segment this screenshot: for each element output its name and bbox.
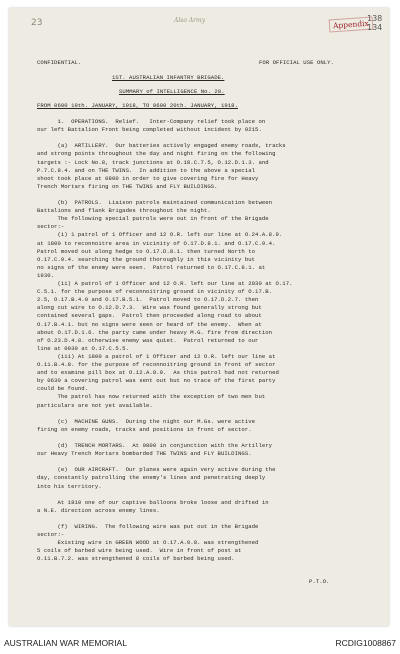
- unit-title: 1ST. AUSTRALIAN INFANTRY BRIGADE.: [112, 74, 225, 81]
- body-line: about O.17.D.1.6. the party came under heavy M.G. fire from direction: [37, 328, 273, 336]
- body-line: (a) ARTILLERY. Our batteries actively engaged enemy roads, tracks: [37, 142, 286, 150]
- body-line: a N.E. direction across enemy lines.: [37, 506, 160, 514]
- body-line: line at 0030 at O.17.C.5.5.: [37, 344, 129, 352]
- body-line: our Heavy Trench Mortars bombarded THE TWINS and FLY BUILDINGS.: [37, 450, 252, 458]
- body-line: (d) TRENCH MORTARS. At 0800 in conjunction with the Artillery: [37, 442, 273, 449]
- body-line: C.5.1. for the purpose of reconnoitring ground in vicinity of O.17.B.: [37, 288, 273, 296]
- appendix-stamp: Appendix: [329, 16, 374, 32]
- body-line: (ii) A patrol of 1 Officer and 12 O.R. left our line at 2030 at O.17.: [37, 280, 293, 287]
- body-line: contained several gaps. Patrol then proceeded along road to about: [37, 312, 262, 320]
- body-line: P.7.C.8.4. and on THE TWINS. In addition to the above a special: [37, 166, 256, 174]
- corner-numbers: [367, 14, 382, 32]
- body-line: (i) 1 patrol of 1 Officer and 12 O.R. left our line at O.24.A.8.9.: [37, 231, 283, 239]
- body-line: (b) PATROLS. Liaison patrols maintained communication between: [37, 199, 273, 206]
- body-line: O.17.B.4.1. but no signs were seen or heard of the enemy. When at: [37, 320, 262, 328]
- body-line: (iii) At 1800 a patrol of 1 Officer and 12 O.R. left our line at: [37, 352, 276, 360]
- archive-footer: [0, 633, 400, 654]
- body-line: 1. OPERATIONS. Relief. Inter-Company relief took place on: [37, 118, 266, 125]
- body-line: O.11.B.4.8. for the purpose of reconnoitring ground in front of sector: [37, 361, 276, 368]
- body-line: could be found.: [37, 385, 89, 393]
- body-line: At 1810 one of our captive balloons broke loose and drifted in: [37, 498, 269, 506]
- body-line: day, constantly patrolling the enemy's lines and penetrating deeply: [37, 474, 266, 482]
- summary-title: SUMMARY of INTELLIGENCE No. 20.: [119, 88, 225, 95]
- body-line: The patrol has now returned with the exception of two men but: [37, 393, 266, 401]
- body-line: The following special patrols were out in front of the Brigade: [37, 215, 269, 223]
- body-line: along cut wire to O.12.D.7.3. Wire was found generally strong but: [37, 304, 262, 312]
- body-line: of O.23.D.4.8. otherwise enemy was quiet. Patrol returned to our: [37, 336, 259, 344]
- body-line: (e) OUR AIRCRAFT. Our planes were again very active during the: [37, 466, 276, 474]
- classification-right: FOR OFFICIAL USE ONLY.: [259, 59, 334, 66]
- body-line: no signs of the enemy were seen. Patrol returned to O.17.C.8.1. at: [37, 263, 266, 271]
- body-line: O.11.B.7.2. was strengthened 8 coils of barbed being used.: [37, 555, 235, 563]
- body-line: O.17.C.9.4. searching the ground thoroughly in this vicinity but: [37, 255, 256, 263]
- body-line: 2.5, O.17.B.4.0 and O.17.B.5.1. Patrol moved to O.17.D.2.7. then: [37, 296, 259, 304]
- body-line: particulars are not yet available.: [37, 401, 153, 409]
- body-line: firing on enemy roads, tracks and positions in front of sector.: [37, 425, 252, 433]
- body-line: Existing wire in GREEN WOOD at O.17.A.9.8. was strengthened: [37, 539, 259, 547]
- body-line: Battalions and flank Brigades throughout the night.: [37, 207, 211, 215]
- classification-left: CONFIDENTIAL.: [37, 59, 82, 66]
- pencil-note: Also Army: [174, 17, 206, 24]
- pto: P.T.O.: [309, 578, 330, 585]
- body-line: and to examine pill box at O.12.A.8.9. As this patrol had not returned: [37, 369, 279, 377]
- body-line: shoot took place at 0800 in order to give covering fire for Heavy: [37, 174, 259, 182]
- body-line: sector:-: [37, 531, 65, 539]
- body-line: (c) MACHINE GUNS. During the night our M.Gs. were active: [37, 417, 256, 425]
- report-period: FROM 0600 19th. JANUARY, 1918, TO 0600 20th. JANUARY, 1918.: [37, 102, 239, 109]
- body-line: by 0630 a covering patrol was sent out but no trace of the first party: [37, 377, 276, 385]
- corner-number-top: 138: [367, 14, 383, 23]
- body-line: Patrol moved out along hedge to O.17.D.8.1. then turned North to: [37, 247, 256, 255]
- document-page: [9, 8, 389, 626]
- body-line: into his territory.: [37, 482, 102, 490]
- body-line: 1930.: [37, 271, 55, 279]
- body-line: our left Battalion Front being completed without incident by 0215.: [37, 126, 262, 134]
- body-line: at 1800 to reconnoitre area in vicinity of O.17.D.8.1. and O.17.C.9.4.: [37, 239, 276, 247]
- body-line: 5 coils of barbed wire being used. Wire in front of post at: [37, 547, 242, 555]
- corner-number-bottom: 134: [367, 23, 383, 32]
- body-line: targets :- Lock No.8, track junctions at O.18.C.7.5, O.12.D.1.3. and: [37, 158, 269, 166]
- body-line: sector:-: [37, 223, 65, 231]
- body-line: (f) WIRING. The following wire was put out in the Brigade: [37, 523, 259, 530]
- page-number: 23: [31, 18, 43, 28]
- body-line: and strong points throughout the day and night firing on the following: [37, 150, 276, 158]
- body-line: Trench Mortars firing on THE TWINS and FLY BUILDINGS.: [37, 182, 218, 190]
- archive-id: RCDIG1008867: [335, 638, 396, 648]
- archive-name: AUSTRALIAN WAR MEMORIAL: [4, 638, 127, 648]
